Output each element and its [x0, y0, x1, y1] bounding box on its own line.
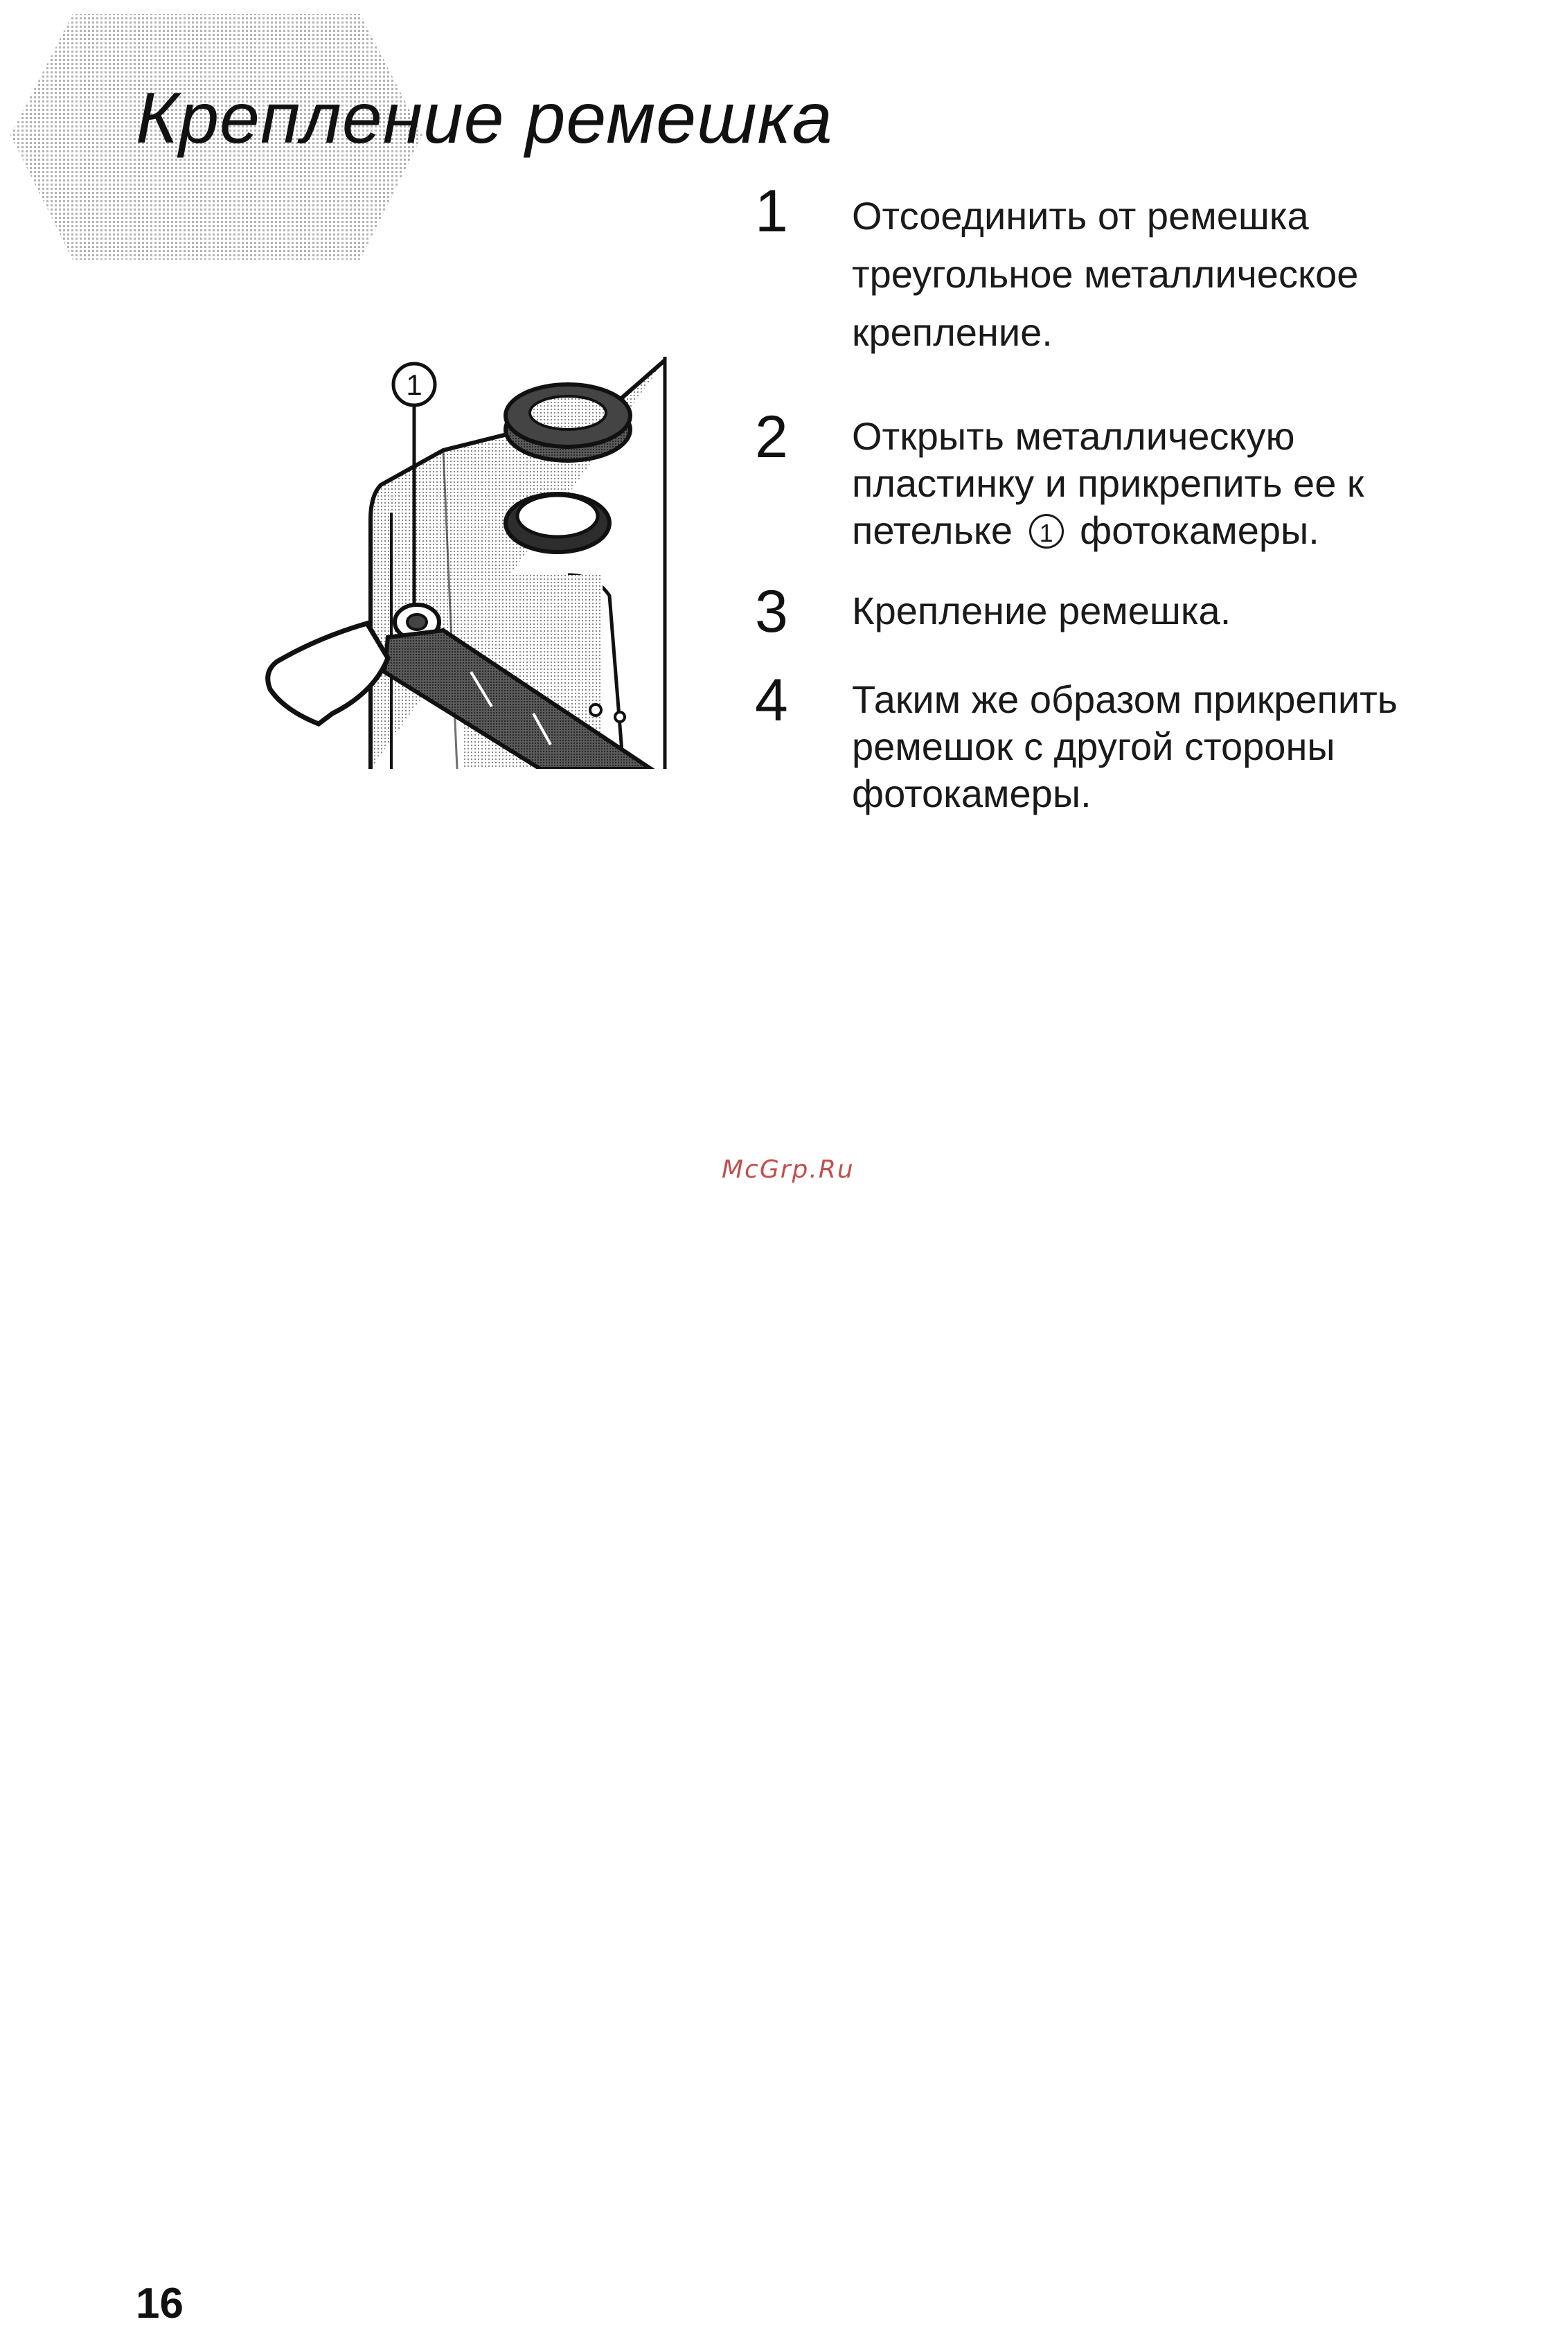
step-number: 3: [755, 578, 788, 645]
step-text: [852, 676, 1517, 817]
strap-attachment-illustration: [235, 346, 672, 769]
step-line-text: петельке: [852, 508, 1013, 552]
step-number: 1: [755, 178, 788, 245]
step-line: треугольное металлическое: [852, 252, 1359, 296]
step-line: Отсоединить от ремешка: [852, 194, 1309, 238]
page-number: 16: [136, 2280, 184, 2327]
page-title: Крепление ремешка: [136, 78, 833, 159]
step-line: Крепление ремешка.: [852, 589, 1231, 632]
watermark: McGrp.Ru: [722, 1155, 855, 1184]
step-line: ремешок с другой стороны: [852, 725, 1335, 768]
step-line: фотокамеры.: [852, 772, 1092, 815]
step-number: 2: [755, 404, 788, 470]
step-text: [852, 187, 1517, 362]
step-number: 4: [755, 667, 788, 734]
step-line: [852, 507, 1517, 554]
camera-strap-illustration: [235, 346, 672, 769]
step-text: [852, 587, 1517, 635]
callout-marker: 1: [1029, 514, 1064, 549]
step-line: Открыть металлическую: [852, 414, 1295, 458]
step-line: Таким же образом прикрепить: [852, 677, 1398, 721]
step-line: пластинку и прикрепить ее к: [852, 461, 1364, 505]
step-line: крепление.: [852, 310, 1053, 354]
figure-callout-number: 1: [406, 369, 422, 401]
step-line-text: фотокамеры.: [1080, 508, 1319, 552]
step-text: [852, 413, 1517, 554]
